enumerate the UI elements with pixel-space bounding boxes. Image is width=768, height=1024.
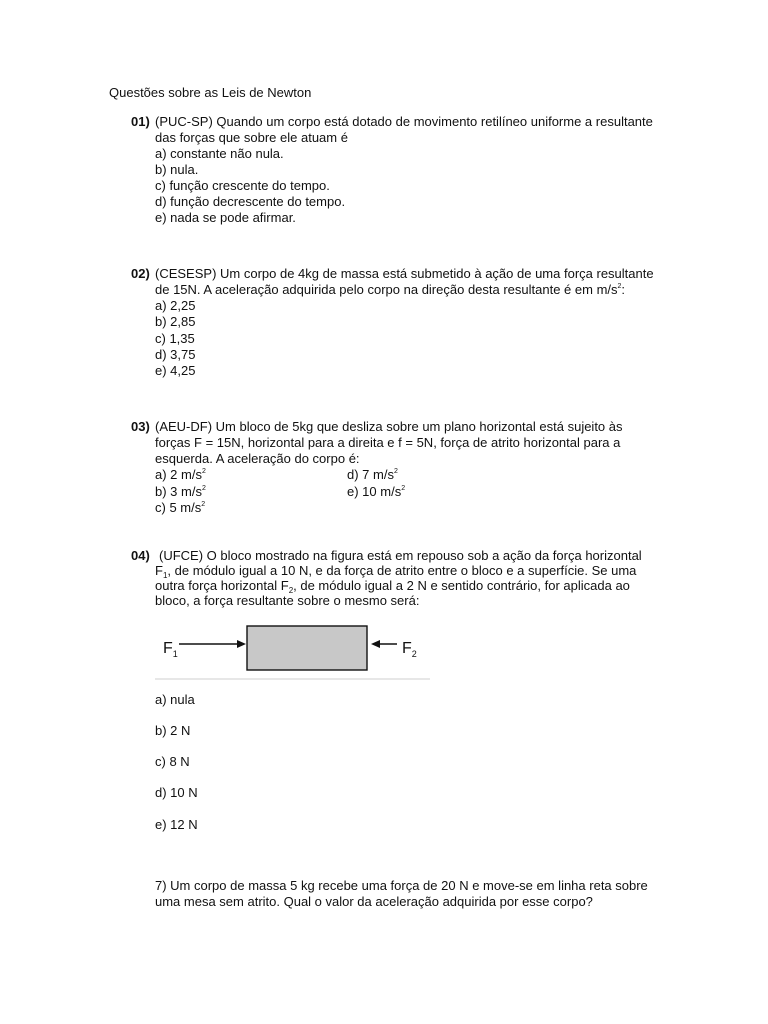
answer-option: c) 8 N	[155, 754, 190, 769]
question-text: bloco, a força resultante sobre o mesmo será:	[155, 593, 420, 608]
question-number: 01)	[131, 114, 150, 129]
answer-option: e) 12 N	[155, 817, 198, 832]
f2-label: $F_2$	[402, 640, 417, 659]
question-text: das forças que sobre ele atuam é	[155, 130, 348, 145]
question-number: 04)	[131, 548, 150, 563]
force-diagram	[155, 624, 430, 680]
question-text: (CESESP) Um corpo de 4kg de massa está submetido à ação de uma força resultante	[155, 266, 654, 281]
answer-option: b) 3 $m/s^2$	[155, 484, 206, 499]
f1-label: $F_1$	[163, 640, 178, 659]
block	[247, 626, 367, 670]
answer-option: c) 1,35	[155, 331, 195, 346]
answer-option: c) 5 $m/s^2$	[155, 500, 206, 515]
force-diagram-svg	[155, 624, 430, 680]
question-number: 02)	[131, 266, 150, 281]
question-text: (PUC-SP) Quando um corpo está dotado de movimento retilíneo uniforme a resultante	[155, 114, 653, 129]
answer-option: d) 10 N	[155, 785, 198, 800]
document-title: Questões sobre as Leis de Newton	[109, 85, 312, 100]
question-text: forças F = 15N, horizontal para a direita e f = 5N, força de atrito horizontal para a	[155, 435, 621, 450]
question-number: 03)	[131, 419, 150, 434]
answer-option: a) 2 $m/s^2$	[155, 467, 206, 482]
question-text: uma mesa sem atrito. Qual o valor da aceleração adquirida por esse corpo?	[155, 894, 593, 909]
answer-option: a) 2,25	[155, 298, 196, 313]
answer-option: a) constante não nula.	[155, 146, 284, 161]
question-text: (UFCE) O bloco mostrado na figura está em repouso sob a ação da força horizontal	[159, 548, 642, 563]
answer-option: b) nula.	[155, 162, 199, 177]
answer-option: d) 3,75	[155, 347, 196, 362]
answer-option: e) nada se pode afirmar.	[155, 210, 296, 225]
answer-option: d) 7 $m/s^2$	[347, 467, 398, 482]
question-text: (AEU-DF) Um bloco de 5kg que desliza sobre um plano horizontal está sujeito às	[155, 419, 623, 434]
question-text: $F_1$, de módulo igual a 10 N, e da força de atrito entre o bloco e a superfície. Se uma	[155, 563, 637, 580]
question-text: esquerda. A aceleração do corpo é:	[155, 451, 360, 466]
answer-option: b) 2 N	[155, 723, 191, 738]
answer-option: a) nula	[155, 692, 195, 707]
answer-option: e) 10 $m/s^2$	[347, 484, 406, 499]
answer-option: c) função crescente do tempo.	[155, 178, 330, 193]
answer-option: e) 4,25	[155, 363, 196, 378]
question-text: 7) Um corpo de massa 5 kg recebe uma força de 20 N e move-se em linha reta sobre	[155, 878, 648, 893]
question-text: outra força horizontal $F_2$, de módulo igual a 2 N e sentido contrário, for aplicada ao	[155, 578, 630, 595]
answer-option: d) função decrescente do tempo.	[155, 194, 346, 209]
question-text: de 15N. A aceleração adquirida pelo corpo na direção desta resultante é em $m/s^2$:	[155, 282, 626, 297]
answer-option: b) 2,85	[155, 314, 196, 329]
